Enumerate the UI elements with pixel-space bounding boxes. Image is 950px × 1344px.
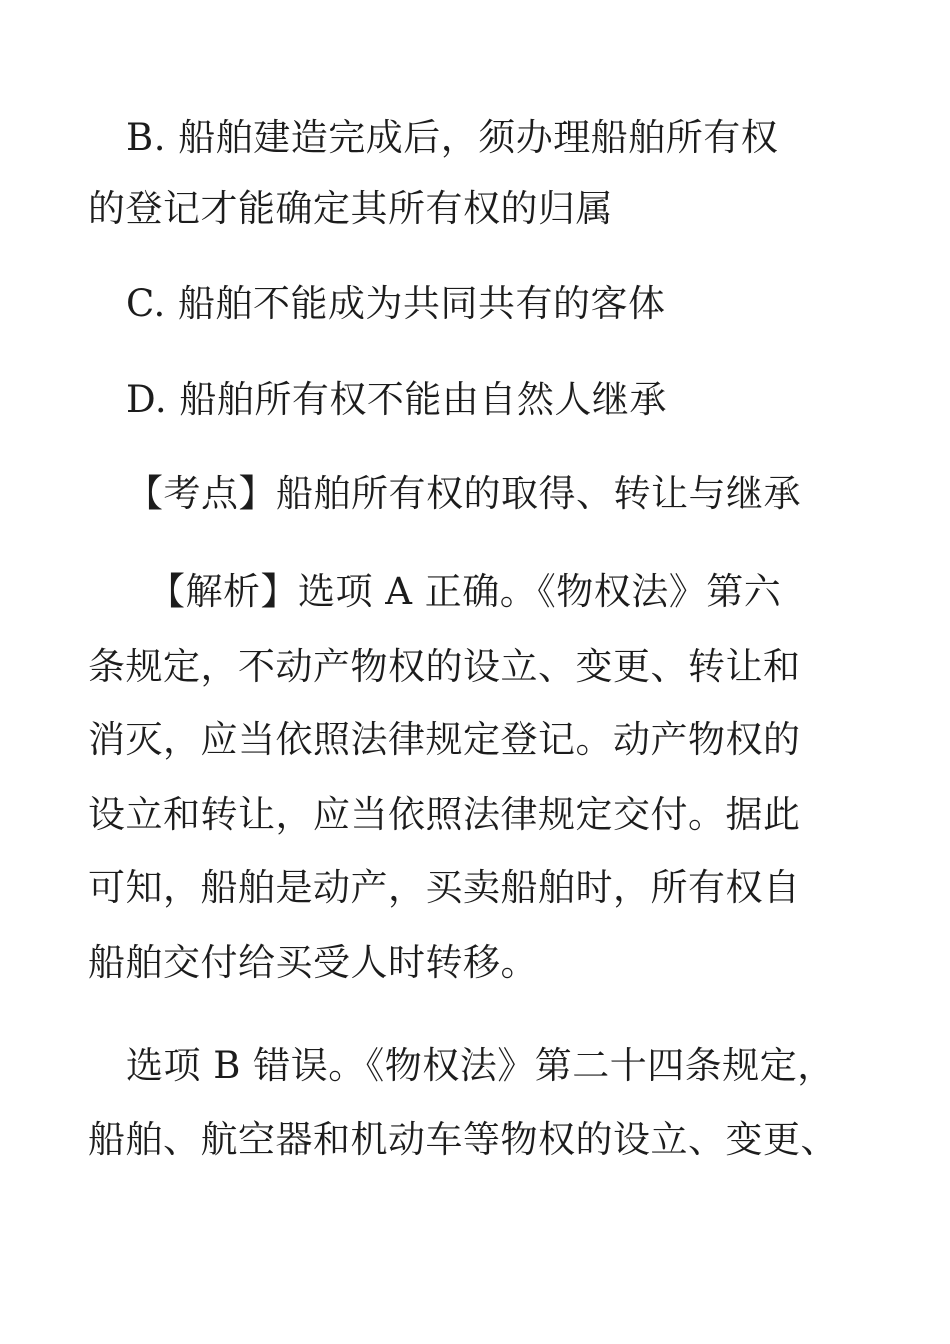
analysis-line-3: 消灭，应当依照法律规定登记。动产物权的 — [88, 718, 801, 761]
option-b-error-line-1: 选项 B 错误。《物权法》第二十四条规定， — [126, 1044, 835, 1087]
option-d-line: D. 船舶所有权不能由自然人继承 — [126, 378, 667, 421]
analysis-line-6: 船舶交付给买受人时转移。 — [88, 941, 538, 984]
option-b-line-2: 的登记才能确定其所有权的归属 — [88, 187, 613, 230]
analysis-line-1: 【解析】选项 A 正确。《物权法》第六 — [148, 570, 782, 613]
option-c-line: C. 船舶不能成为共同共有的客体 — [126, 282, 666, 325]
option-b-error-line-2: 船舶、航空器和机动车等物权的设立、变更、 — [88, 1118, 838, 1161]
option-b-line-1: B. 船舶建造完成后，须办理船舶所有权 — [126, 116, 779, 159]
analysis-line-2: 条规定，不动产物权的设立、变更、转让和 — [88, 645, 801, 688]
key-point-line: 【考点】船舶所有权的取得、转让与继承 — [126, 472, 801, 515]
analysis-line-5: 可知，船舶是动产，买卖船舶时，所有权自 — [88, 866, 801, 909]
analysis-line-4: 设立和转让，应当依照法律规定交付。据此 — [88, 793, 801, 836]
